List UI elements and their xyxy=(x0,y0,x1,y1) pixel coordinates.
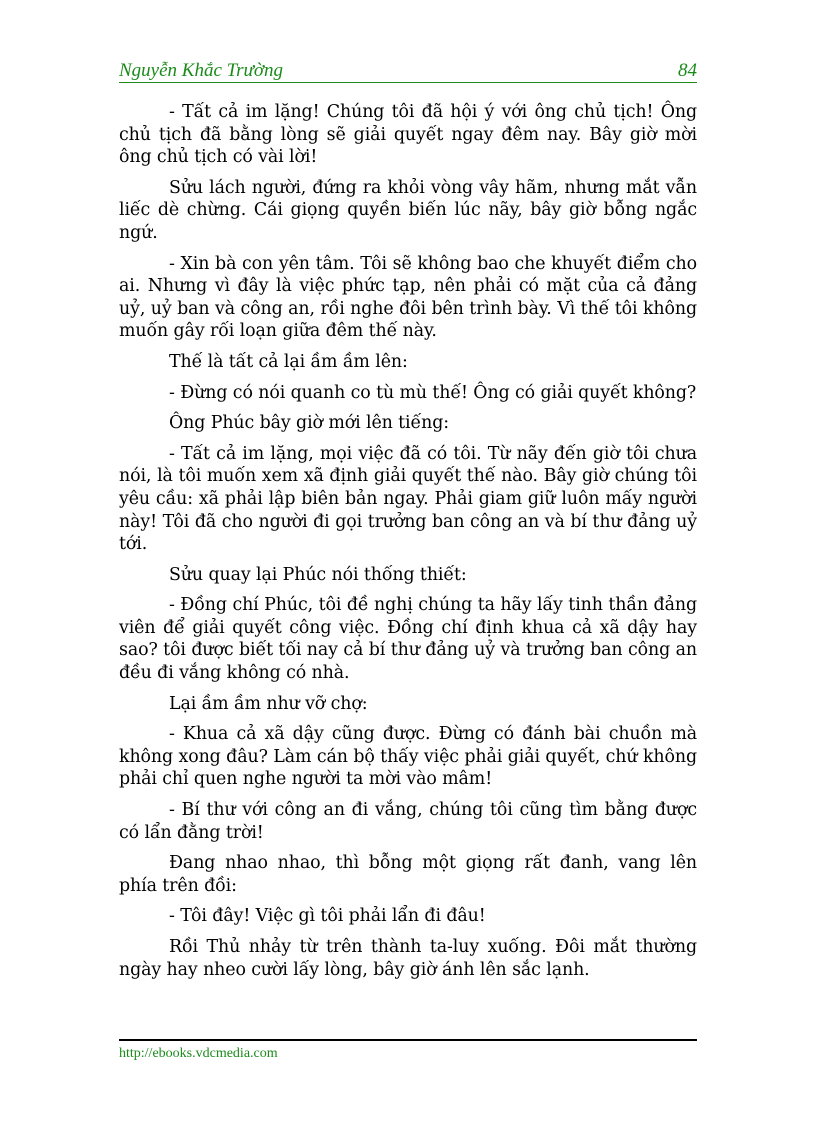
paragraph: - Khua cả xã dậy cũng được. Đừng có đánh bài chuồn mà không xong đâu? Làm cán bộ thấy việc phải giải quyết, chứ không phải chỉ quen nghe người ta mời vào mâm! xyxy=(119,724,697,790)
paragraph: - Tất cả im lặng! Chúng tôi đã hội ý với ông chủ tịch! Ông chủ tịch đã bằng lòng sẽ giải quyết ngay đêm nay. Bây giờ mời ông chủ tịch có vài lời! xyxy=(119,102,697,168)
paragraph: - Xin bà con yên tâm. Tôi sẽ không bao che khuyết điểm cho ai. Nhưng vì đây là việc phức tạp, nên phải có mặt của cả đảng uỷ, uỷ ban và công an, rồi nghe đôi bên trình bày. Vì thế tôi không muốn gây rối loạn giữa đêm thế này. xyxy=(119,253,697,342)
page-header xyxy=(119,60,697,83)
page-number: 84 xyxy=(678,60,697,81)
paragraph: Ông Phúc bây giờ mới lên tiếng: xyxy=(169,413,450,434)
paragraph: - Tất cả im lặng, mọi việc đã có tôi. Từ nãy đến giờ tôi chưa nói, là tôi muốn xem xã định giải quyết thế nào. Bây giờ chúng tôi yêu cầu: xã phải lập biên bản ngay. Phải giam giữ luôn mấy người này! Tôi đã cho người đi gọi trưởng ban công an và bí thư đảng uỷ tới. xyxy=(119,443,697,555)
footer-url[interactable]: http://ebooks.vdcmedia.com xyxy=(119,1046,278,1061)
paragraph: Sửu quay lại Phúc nói thống thiết: xyxy=(169,564,467,585)
paragraph: Sửu lách người, đứng ra khỏi vòng vây hãm, nhưng mắt vẫn liếc dè chừng. Cái giọng quyền biến lúc nãy, bây giờ bỗng ngắc ngứ. xyxy=(119,177,697,243)
paragraph: Lại ầm ầm như vỡ chợ: xyxy=(169,693,368,714)
book-author-title: Nguyễn Khắc Trường xyxy=(119,60,284,81)
paragraph: - Bí thư với công an đi vắng, chúng tôi cũng tìm bằng được có lẩn đằng trời! xyxy=(119,800,697,843)
paragraph: Đang nhao nhao, thì bỗng một giọng rất đanh, vang lên phía trên đồi: xyxy=(119,853,697,896)
paragraph: - Đồng chí Phúc, tôi đề nghị chúng ta hãy lấy tinh thần đảng viên để giải quyết công việc. Đồng chí định khua cả xã dậy hay sao? tôi được biết tối nay cả bí thư đảng uỷ và trưởng ban công an đều đi vắng không có nhà. xyxy=(119,595,697,684)
footer-divider xyxy=(119,1039,697,1041)
body-text xyxy=(119,101,697,989)
paragraph: Thế là tất cả lại ầm ầm lên: xyxy=(169,351,408,372)
paragraph: - Tôi đây! Việc gì tôi phải lẩn đi đâu! xyxy=(169,906,486,927)
paragraph: - Đừng có nói quanh co tù mù thế! Ông có giải quyết không? xyxy=(169,382,697,403)
paragraph: Rồi Thủ nhảy từ trên thành ta-luy xuống. Đôi mắt thường ngày hay nheo cười lấy lòng, bây giờ ánh lên sắc lạnh. xyxy=(119,937,697,980)
